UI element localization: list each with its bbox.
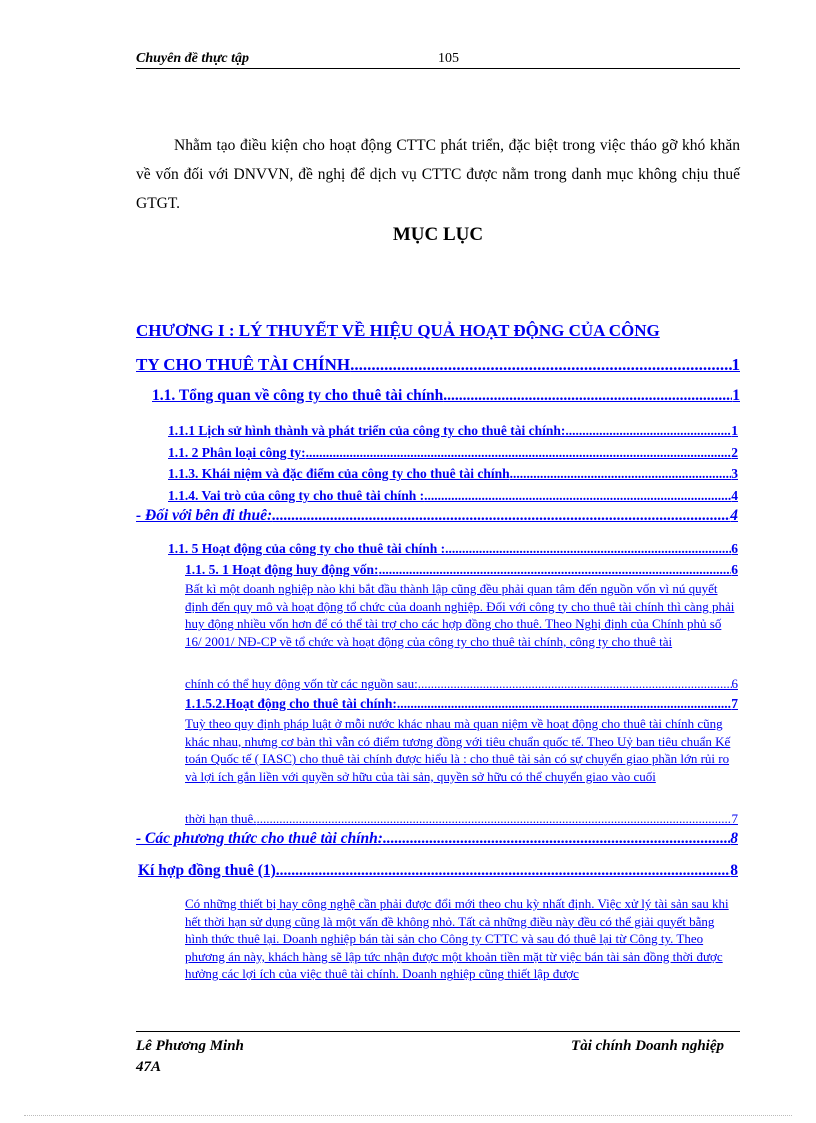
- leader-dots: [272, 507, 730, 525]
- footer-author: Lê Phương Minh: [136, 1038, 244, 1054]
- toc-paragraph-leasing[interactable]: Tuỳ theo quy định pháp luật ở mỗi nước khác nhau mà quan niệm về hoạt động cho thuê tài chính cũng khác nhau, nhưng cơ bản thì vẫn có điểm tương đồng với tiêu chuẩn quốc tế. Theo Uỷ ban tiêu chuẩn Kế toán Quốc tế ( IASC) cho thuê tài chính được hiểu là : cho thuê tài sản có sự chuyển giao phần lớn rủi ro và lợi ích gắn liền với quyền sở hữu của tài sản, quyền sở hữu có thể chuyển giao vào cuối: [185, 716, 731, 784]
- toc-paragraph-capital-end[interactable]: chính có thể huy động vốn từ các nguồn sau: ..... 6: [185, 676, 738, 692]
- leader-dots: [445, 541, 731, 557]
- header-title: Chuyên đề thực tập: [136, 51, 250, 66]
- leader-dots: [397, 696, 731, 712]
- toc-leasing-methods[interactable]: - Các phương thức cho thuê tài chính: ..... 8: [136, 830, 738, 848]
- footer-department: Tài chính Doanh nghiệp: [571, 1038, 724, 1054]
- toc-section-1-1-2[interactable]: 1.1. 2 Phân loại công ty: ..... 2: [168, 445, 738, 461]
- leader-dots: [443, 387, 732, 405]
- leader-dots: [565, 423, 731, 439]
- toc-section-1-1-1[interactable]: 1.1.1 Lịch sử hình thành và phát triển của công ty cho thuê tài chính: ..... 1: [168, 423, 738, 439]
- page-footer: [136, 1031, 740, 1075]
- leader-dots: [306, 445, 732, 461]
- toc-title: MỤC LỤC: [392, 224, 484, 245]
- toc-section-1-1-5-2[interactable]: 1.1.5.2.Hoạt động cho thuê tài chính: ..... 7: [185, 696, 738, 712]
- toc-paragraph-capital[interactable]: Bất kì một doanh nghiệp nào khi bắt đầu thành lập cũng đều phải quan tâm đến nguồn vốn vì nú quyết định đến quy mô và hoạt động tổ chức của doanh nghiệp. Đối với công ty cho thuê tài chính thì càng phải huy động nhiều vốn hơn để có thể tài trợ cho các hợp đồng cho thuê. Theo Nghị định của Chính phủ số 16/ 2001/ NĐ-CP về tổ chức và hoạt động của công ty cho thuê tài chính, công ty cho thuê tài: [185, 581, 735, 649]
- page-bottom-divider: [24, 1115, 792, 1116]
- leader-dots: [383, 830, 730, 848]
- toc-paragraph-leasing-end[interactable]: thời hạn thuê. ..... 7: [185, 811, 738, 827]
- toc-section-1-1[interactable]: 1.1. Tổng quan về công ty cho thuê tài chính ..... 1: [152, 387, 740, 405]
- toc-chapter-1[interactable]: TY CHO THUÊ TÀI CHÍNH ..... 1: [136, 355, 740, 375]
- toc-paragraph-leaseback[interactable]: Có những thiết bị hay công nghệ cần phải được đổi mới theo chu kỳ nhất định. Việc xử lý tài sản sau khi hết thời hạn sử dụng cũng là một vấn đề không nhỏ. Tất cả những điều này đều có thể giải quyết bằng hình thức thuê lại. Doanh nghiệp bán tài sản cho Công ty CTTC và sau đó thuê lại từ Công ty. Theo phương án này, khách hàng sẽ lập tức nhận được một khoản tiền mặt từ việc bán tài sản đồng thời được hưởng các lợi ích của việc thuê tài chính. Doanh nghiệp cũng thiết lập được: [185, 896, 729, 982]
- toc-section-1-1-3[interactable]: 1.1.3. Khái niệm và đặc điểm của công ty cho thuê tài chính ..... 3: [168, 466, 738, 482]
- footer-class: 47A: [136, 1059, 162, 1075]
- leader-dots: [418, 676, 732, 692]
- leader-dots: [379, 562, 732, 578]
- intro-paragraph: Nhằm tạo điều kiện cho hoạt động CTTC phát triển, đặc biệt trong việc tháo gỡ khó khăn về vốn đối với DNVVN, đề nghị để dịch vụ CTTC được nằm trong danh mục không chịu thuế GTGT.: [136, 137, 740, 212]
- leader-dots: [276, 862, 730, 880]
- toc-chapter-1-line1[interactable]: CHƯƠNG I : LÝ THUYẾT VỀ HIỆU QUẢ HOẠT ĐỘNG CỦA CÔNG: [136, 321, 660, 340]
- leader-dots: [424, 488, 731, 504]
- leader-dots: [257, 811, 732, 827]
- leader-dots: [510, 466, 732, 482]
- toc-section-1-1-5-1[interactable]: 1.1. 5. 1 Hoạt động huy động vốn: ..... 6: [185, 562, 738, 578]
- toc-lessee[interactable]: - Đối với bên đi thuê: ..... 4: [136, 507, 738, 525]
- toc-lease-contract[interactable]: Kí hợp đồng thuê (1) ..... 8: [138, 862, 738, 880]
- page-number: 105: [438, 51, 459, 66]
- page-header: [136, 50, 740, 69]
- toc-section-1-1-5[interactable]: 1.1. 5 Hoạt động của công ty cho thuê tài chính : ..... 6: [168, 541, 738, 557]
- leader-dots: [350, 355, 731, 375]
- toc-section-1-1-4[interactable]: 1.1.4. Vai trò của công ty cho thuê tài chính : ..... 4: [168, 488, 738, 504]
